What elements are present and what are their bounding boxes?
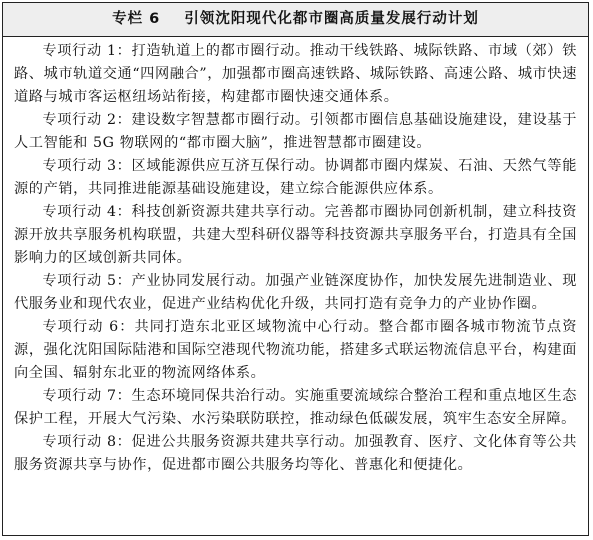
action-text: 科技创新资源共建共享行动。完善都市圈协同创新机制，建立科技资源开放共享服务机构联盟，共建大型科研仪器等科技资源共享服务平台，打造具有全国影响力的区域创新共同体。 (14, 204, 577, 266)
action-text: 建设数字智慧都市圈行动。引领都市圈信息基础设施建设，建设基于人工智能和 5G 物联网的“都市圈大脑”，推进智慧都市圈建设。 (14, 112, 577, 151)
action-item-2: 专项行动 2：建设数字智慧都市圈行动。引领都市圈信息基础设施建设，建设基于人工智能和 5G 物联网的“都市圈大脑”，推进智慧都市圈建设。 (14, 112, 577, 151)
action-item-6: 专项行动 6：共同打造东北亚区域物流中心行动。整合都市圈各城市物流节点资源，强化沈阳国际陆港和国际空港现代物流功能，搭建多式联运物流信息平台，构建面向全国、辐射东北亚的物流网络体系。 (14, 319, 577, 381)
box-content (3, 37, 588, 477)
action-label: 专项行动 1 (42, 43, 117, 59)
action-text: 打造轨道上的都市圈行动。推动干线铁路、城际铁路、市域（郊）铁路、城市轨道交通“四网融合”，加强都市圈高速铁路、城际铁路、高速公路、城市快速道路与城市客运枢纽场站衔接，构建都市圈快速交通体系。 (14, 43, 577, 105)
action-text: 产业协同发展行动。加强产业链深度协作，加快发展先进制造业、现代服务业和现代农业，促进产业结构优化升级，共同打造有竞争力的产业协作圈。 (14, 273, 577, 312)
action-label: 专项行动 7 (42, 388, 117, 404)
box-title-bar (3, 3, 588, 37)
action-item-4: 专项行动 4：科技创新资源共建共享行动。完善都市圈协同创新机制，建立科技资源开放共享服务机构联盟，共建大型科研仪器等科技资源共享服务平台，打造具有全国影响力的区域创新共同体。 (14, 204, 577, 266)
text-box-panel (2, 2, 589, 536)
action-label: 专项行动 3 (42, 158, 117, 174)
box-title: 引领沈阳现代化都市圈高质量发展行动计划 (184, 11, 479, 27)
action-text: 区域能源供应互济互保行动。协调都市圈内煤炭、石油、天然气等能源的产销，共同推进能源基础设施建设，建立综合能源供应体系。 (14, 158, 577, 197)
action-label: 专项行动 8 (42, 434, 117, 450)
action-item-3: 专项行动 3：区域能源供应互济互保行动。协调都市圈内煤炭、石油、天然气等能源的产销，共同推进能源基础设施建设，建立综合能源供应体系。 (14, 158, 577, 197)
box-number: 专栏 6 (112, 11, 161, 27)
action-text: 共同打造东北亚区域物流中心行动。整合都市圈各城市物流节点资源，强化沈阳国际陆港和国际空港现代物流功能，搭建多式联运物流信息平台，构建面向全国、辐射东北亚的物流网络体系。 (14, 319, 577, 381)
action-label: 专项行动 4 (42, 204, 117, 220)
action-item-1: 专项行动 1：打造轨道上的都市圈行动。推动干线铁路、城际铁路、市域（郊）铁路、城市轨道交通“四网融合”，加强都市圈高速铁路、城际铁路、高速公路、城市快速道路与城市客运枢纽场站衔接，构建都市圈快速交通体系。 (14, 43, 577, 105)
action-text: 生态环境同保共治行动。实施重要流域综合整治工程和重点地区生态保护工程，开展大气污染、水污染联防联控，推动绿色低碳发展，筑牢生态安全屏障。 (14, 388, 577, 427)
action-item-5: 专项行动 5：产业协同发展行动。加强产业链深度协作，加快发展先进制造业、现代服务业和现代农业，促进产业结构优化升级，共同打造有竞争力的产业协作圈。 (14, 273, 577, 312)
action-text: 促进公共服务资源共建共享行动。加强教育、医疗、文化体育等公共服务资源共享与协作，促进都市圈公共服务均等化、普惠化和便捷化。 (14, 434, 577, 473)
action-label: 专项行动 2 (42, 112, 117, 128)
action-item-7: 专项行动 7：生态环境同保共治行动。实施重要流域综合整治工程和重点地区生态保护工程，开展大气污染、水污染联防联控，推动绿色低碳发展，筑牢生态安全屏障。 (14, 388, 577, 427)
action-label: 专项行动 5 (42, 273, 117, 289)
action-label: 专项行动 6 (42, 319, 119, 335)
action-item-8: 专项行动 8：促进公共服务资源共建共享行动。加强教育、医疗、文化体育等公共服务资源共享与协作，促进都市圈公共服务均等化、普惠化和便捷化。 (14, 434, 577, 473)
